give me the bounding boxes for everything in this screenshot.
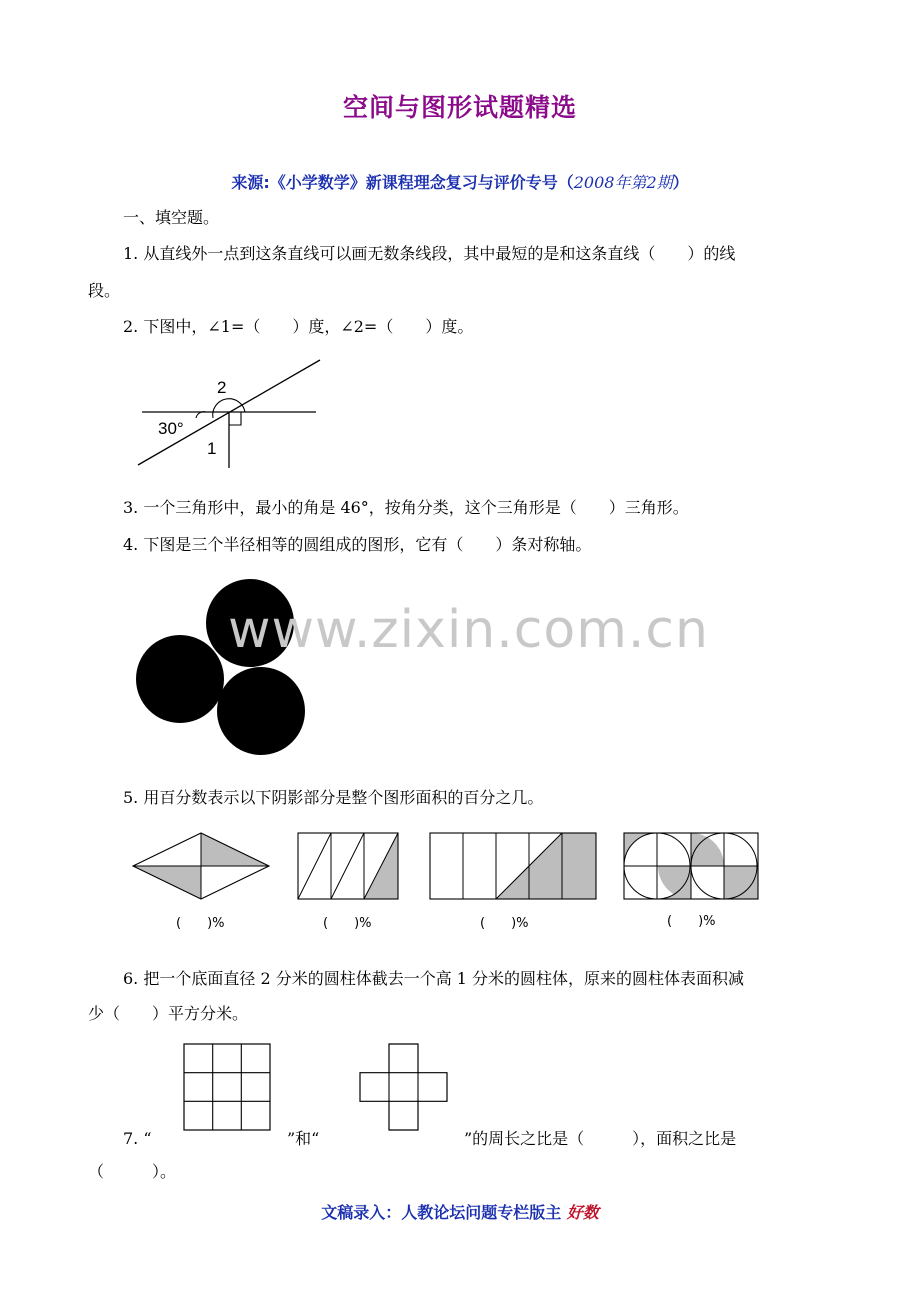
circle-bottom — [217, 667, 305, 755]
question-2: 2. 下图中，∠1=（ ）度，∠2=（ ）度。 — [123, 317, 474, 336]
right-angle-mark — [229, 412, 241, 425]
answer-blank-4: ( )% — [667, 914, 716, 929]
question-6-line-1: 6. 把一个底面直径 2 分米的圆柱体截去一个高 1 分米的圆柱体，原来的圆柱体表面积减 — [123, 969, 745, 988]
footer-author: 好数 — [566, 1203, 599, 1222]
parallelogram-strips-figure — [298, 833, 398, 899]
rectangle-strips-figure — [430, 833, 596, 899]
rhombus-figure — [133, 833, 269, 899]
angle-figure — [130, 355, 330, 475]
question-7-prefix: 7. “ — [123, 1129, 152, 1148]
answer-blank-3: ( )% — [480, 916, 529, 931]
footer — [0, 1200, 920, 1223]
circle-left — [136, 635, 224, 723]
question-5: 5. 用百分数表示以下阴影部分是整个图形面积的百分之几。 — [123, 788, 544, 807]
question-7-middle: ”和“ — [287, 1129, 320, 1148]
label-30: 30° — [158, 419, 184, 438]
label-2: 2 — [217, 378, 227, 397]
answer-blank-2: ( )% — [323, 916, 372, 931]
circles-in-squares-figure — [624, 833, 758, 899]
source-issue: 2008年第2期 — [573, 173, 673, 192]
cross-shape-figure — [360, 1044, 447, 1130]
answer-blank-1: ( )% — [176, 916, 225, 931]
question-1-line-2: 段。 — [88, 281, 121, 300]
source-text: 来源:《小学数学》新课程理念复习与评价专号（ — [231, 173, 574, 192]
question-4: 4. 下图是三个半径相等的圆组成的图形，它有（ ）条对称轴。 — [123, 535, 592, 554]
page-title: 空间与图形试题精选 — [342, 93, 577, 122]
question-6-line-2: 少（ ）平方分米。 — [88, 1004, 249, 1023]
footer-text: 文稿录入：人教论坛问题专栏版主 — [321, 1203, 562, 1222]
section-heading: 一、填空题。 — [123, 208, 220, 227]
question-3: 3. 一个三角形中，最小的角是 46°，按角分类，这个三角形是（ ）三角形。 — [123, 498, 689, 517]
label-1: 1 — [207, 439, 217, 458]
source-close: ） — [672, 173, 689, 192]
question-7-suffix: ”的周长之比是（ ），面积之比是 — [464, 1129, 737, 1148]
watermark: www.zixin.com.cn — [228, 600, 709, 660]
grid-3x3-figure — [184, 1044, 270, 1130]
question-1-line-1: 1. 从直线外一点到这条直线可以画无数条线段，其中最短的是和这条直线（ ）的线 — [123, 244, 736, 263]
question-7-line-2: （ ）。 — [88, 1162, 177, 1181]
source-line — [0, 170, 920, 193]
